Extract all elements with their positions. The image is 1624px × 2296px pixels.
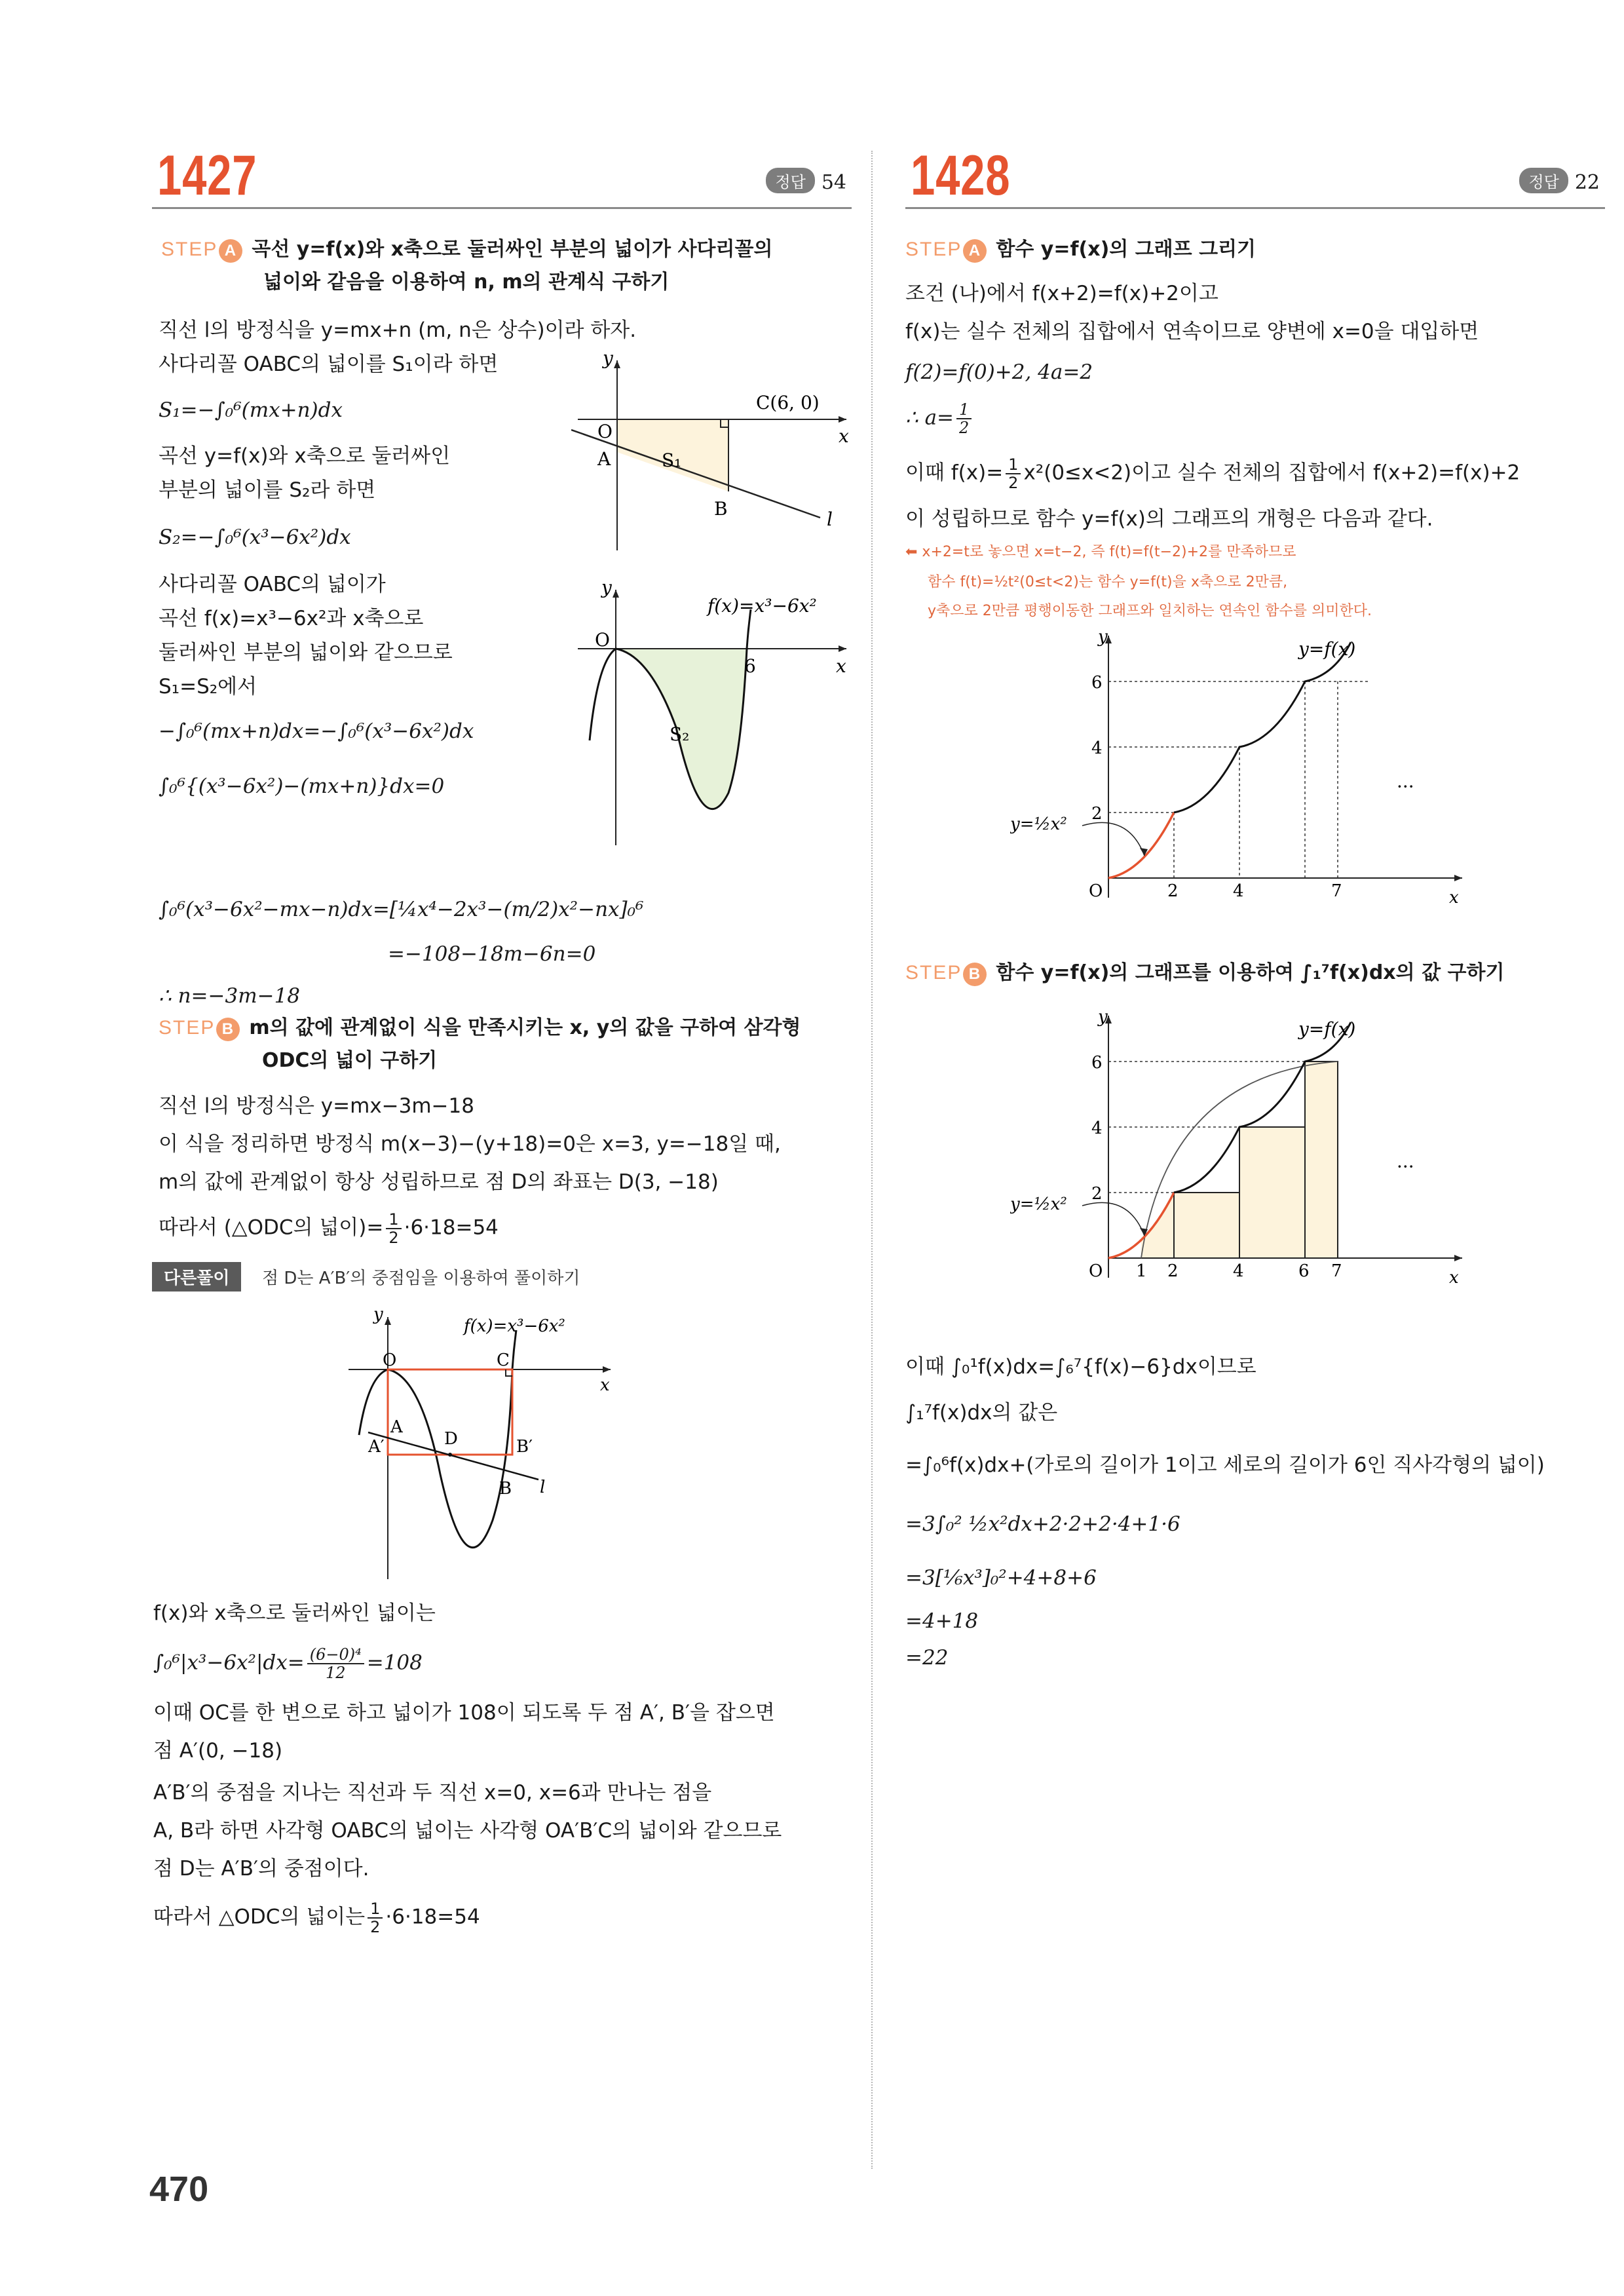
y-tick: 6 [1091,1053,1103,1073]
axis-x-label: x [839,425,849,447]
point-c-label: C(6, 0) [756,392,820,413]
function-label: y=f(x) [1298,638,1356,660]
axis-y-label: y [1098,1009,1108,1027]
text-line: 직선 l의 방정식은 y=mx−3m−18 [159,1094,474,1118]
fraction: $\frac{1}{2}$ [1006,456,1021,491]
origin-label: O [1089,1261,1103,1281]
equation: ∴ a= $\frac{1}{2}$ [905,401,974,436]
problem-number: 1428 [911,144,1011,207]
equation: ∫₀⁶(x³−6x²−mx−n)dx=[¼x⁴−2x³−(m/2)x²−nx]₀⁶ [159,898,644,921]
answer-value: 54 [821,171,846,194]
equation: ∫₀⁶|x³−6x²|dx= $\frac{\text{(6−0)⁴}}{12}$ =108 [153,1645,423,1682]
tick-6: 6 [744,655,756,677]
curve-label: y=½x² [1010,1195,1067,1214]
text-line: 조건 (나)에서 f(x+2)=f(x)+2이고 [905,282,1218,305]
step-b-title-2: ODC의 넓이 구하기 [262,1049,438,1072]
axis-x-label: x [1449,1268,1459,1288]
answer [766,168,846,194]
text-line: 직선 l의 방정식을 y=mx+n (m, n은 상수)이라 하자. [159,318,637,342]
text-line: f(x)와 x축으로 둘러싸인 넓이는 [153,1601,436,1625]
step-a-title: 곡선 y=f(x)와 x축으로 둘러싸인 부분의 넓이가 사다리꼴의 [252,238,773,261]
text-line: 곡선 f(x)=x³−6x²과 x축으로 [159,607,424,630]
fraction: $\frac{1}{2}$ [386,1211,401,1246]
step-a-title: 함수 y=f(x)의 그래프 그리기 [996,238,1256,261]
answer [1519,168,1600,194]
y-tick: 4 [1091,738,1103,758]
axis-y-label: y [373,1305,383,1324]
axis-y-label: y [603,354,613,369]
point-d-label: D [444,1429,458,1449]
equation: ∴ n=−3m−18 [159,984,301,1008]
y-tick: 2 [1091,804,1103,824]
text-line: A, B라 하면 사각형 OABC의 넓이는 사각형 OA′B′C의 넓이와 같으므로 [153,1819,782,1843]
figure-alternative [349,1304,624,1592]
area-s2-label: S₂ [670,723,690,745]
equation: S₂=−∫₀⁶(x³−6x²)dx [159,526,351,549]
origin-label: O [1089,881,1103,901]
equation: =3∫₀² ½x²dx+2·2+2·4+1·6 [905,1512,1180,1536]
function-label: y=f(x) [1298,1018,1356,1040]
text-line: =∫₀⁶f(x)dx+(가로의 길이가 1이고 세로의 길이가 6인 직사각형의 넓이) [905,1453,1545,1477]
curve-label: y=½x² [1010,814,1067,834]
equation: =3[⅙x³]₀²+4+8+6 [905,1566,1097,1590]
step-b: STEP B 함수 y=f(x)의 그래프를 이용하여 ∫₁⁷f(x)dx의 값 구하기 [905,957,1504,989]
equation: =−108−18m−6n=0 [388,942,596,966]
y-tick: 6 [1091,673,1103,693]
note-line: ⬅ x+2=t로 놓으면 x=t−2, 즉 f(t)=f(t−2)+2를 만족하므로 [905,544,1296,560]
origin-label: O [383,1350,397,1370]
step-a: STEP A 함수 y=f(x)의 그래프 그리기 [905,233,1256,266]
problem-header [152,144,852,209]
x-tick: 1 [1136,1261,1147,1281]
axis-y-label: y [1098,629,1108,647]
point-a-label: A [390,1417,403,1437]
step-a-title-2: 넓이와 같음을 이용하여 n, m의 관계식 구하기 [263,271,670,294]
problem-number: 1427 [157,144,257,207]
answer-value: 22 [1574,171,1600,194]
graph-f-area [1010,1009,1469,1297]
page-number: 470 [149,2170,209,2209]
x-tick: 6 [1298,1261,1310,1281]
continuation-dots: ··· [1397,776,1414,797]
equation: S₁=−∫₀⁶(mx+n)dx [159,398,343,422]
text-line: 이때 OC를 한 변으로 하고 넓이가 108이 되도록 두 점 A′, B′을 잡으면 [153,1701,775,1725]
text-line: f(x)는 실수 전체의 집합에서 연속이므로 양변에 x=0을 대입하면 [905,320,1479,343]
function-label: f(x)=x³−6x² [464,1316,565,1336]
axis-x-label: x [1449,888,1459,908]
axis-y-label: y [601,583,612,598]
fraction: $\frac{\text{(6−0)⁴}}{12}$ [307,1646,364,1681]
text-line: ∫₁⁷f(x)dx의 값은 [905,1401,1058,1425]
text-line: 사다리꼴 OABC의 넓이가 [159,573,386,596]
x-tick: 7 [1331,1261,1342,1281]
axis-x-label: x [836,655,846,677]
point-b-label: B [499,1479,512,1499]
equation: =22 [905,1646,949,1670]
point-b-prime-label: B′ [516,1437,533,1457]
text-line: 점 A′(0, −18) [153,1739,283,1763]
step-b-title: m의 값에 관계없이 식을 만족시키는 x, y의 값을 구하여 삼각형 [249,1016,801,1039]
text-line: A′B′의 중점을 지나는 직선과 두 직선 x=0, x=6과 만나는 점을 [153,1781,712,1805]
x-tick: 2 [1167,881,1179,901]
figure-trapezoid [571,354,859,564]
text-line: 점 D는 A′B′의 중점이다. [153,1857,369,1881]
text-line: 부분의 넓이를 S₂라 하면 [159,478,376,502]
step-a: STEP A 곡선 y=f(x)와 x축으로 둘러싸인 부분의 넓이가 사다리꼴의 [161,233,772,266]
y-tick: 4 [1091,1119,1103,1138]
line-l-label: l [540,1478,546,1497]
x-tick: 4 [1233,1261,1244,1281]
answer-badge: 정답 [766,168,814,193]
function-label: f(x)=x³−6x² [708,595,817,617]
area-result: 따라서 △ODC의 넓이는 $\frac{1}{2}$ ·6·18=54 [153,1900,480,1936]
point-c-label: C [497,1350,510,1370]
point-a-label: A [597,448,611,470]
x-tick: 7 [1331,881,1342,901]
fraction: $\frac{1}{2}$ [956,401,972,436]
fraction: $\frac{1}{2}$ [368,1900,383,1936]
problem-1427 [152,144,852,1936]
x-tick: 2 [1167,1261,1179,1281]
text-line: m의 값에 관계없이 항상 성립하므로 점 D의 좌표는 D(3, −18) [159,1170,719,1194]
area-s1-label: S₁ [662,450,682,471]
continuation-dots: ··· [1397,1156,1414,1177]
alternative-solution-badge: 다른풀이 [152,1262,241,1292]
problem-header [905,144,1605,209]
text-line: S₁=S₂에서 [159,675,257,698]
point-b-label: B [714,498,728,520]
equation: ∫₀⁶{(x³−6x²)−(mx+n)}dx=0 [159,775,445,798]
text-line: 이 성립하므로 함수 y=f(x)의 그래프의 개형은 다음과 같다. [905,507,1433,531]
answer-badge: 정답 [1519,168,1568,193]
step-b-title: 함수 y=f(x)의 그래프를 이용하여 ∫₁⁷f(x)dx의 값 구하기 [996,961,1505,984]
graph-f [1010,629,1469,917]
note-line: y축으로 2만큼 평행이동한 그래프와 일치하는 연속인 함수를 의미한다. [928,603,1372,619]
origin-label: O [595,629,610,651]
step-b: STEP B m의 값에 관계없이 식을 만족시키는 x, y의 값을 구하여 삼각형 [159,1012,801,1044]
area-result: 따라서 (△ODC의 넓이)= $\frac{1}{2}$ ·6·18=54 [159,1210,499,1247]
problem-1428 [905,144,1605,1670]
axis-x-label: x [600,1375,610,1395]
note-line: 함수 f(t)=½t²(0≤t<2)는 함수 y=f(t)을 x축으로 2만큼, [928,574,1288,590]
text-line: 곡선 y=f(x)와 x축으로 둘러싸인 [159,444,451,468]
text-line: 사다리꼴 OABC의 넓이를 S₁이라 하면 [159,353,499,376]
point-a-prime-label: A′ [368,1437,385,1457]
text-line: 이때 f(x)= $\frac{1}{2}$ x²(0≤x<2)이고 실수 전체의 집합에서 f(x+2)=f(x)+2 [905,455,1520,492]
x-tick: 4 [1233,881,1244,901]
column-divider [871,151,873,2169]
y-tick: 2 [1091,1184,1103,1204]
equation: =4+18 [905,1609,979,1633]
text-line: 이때 ∫₀¹f(x)dx=∫₆⁷{f(x)−6}dx이므로 [905,1355,1256,1379]
equation: f(2)=f(0)+2, 4a=2 [905,360,1093,384]
equation: −∫₀⁶(mx+n)dx=−∫₀⁶(x³−6x²)dx [159,719,474,743]
alternative-solution-desc: 점 D는 A′B′의 중점임을 이용하여 풀이하기 [262,1269,580,1288]
line-l-label: l [827,508,833,530]
text-line: 둘러싸인 부분의 넓이와 같으므로 [159,641,453,664]
figure-cubic [571,583,859,858]
text-line: 이 식을 정리하면 방정식 m(x−3)−(y+18)=0은 x=3, y=−18일 때, [159,1132,781,1156]
origin-label: O [597,421,613,442]
